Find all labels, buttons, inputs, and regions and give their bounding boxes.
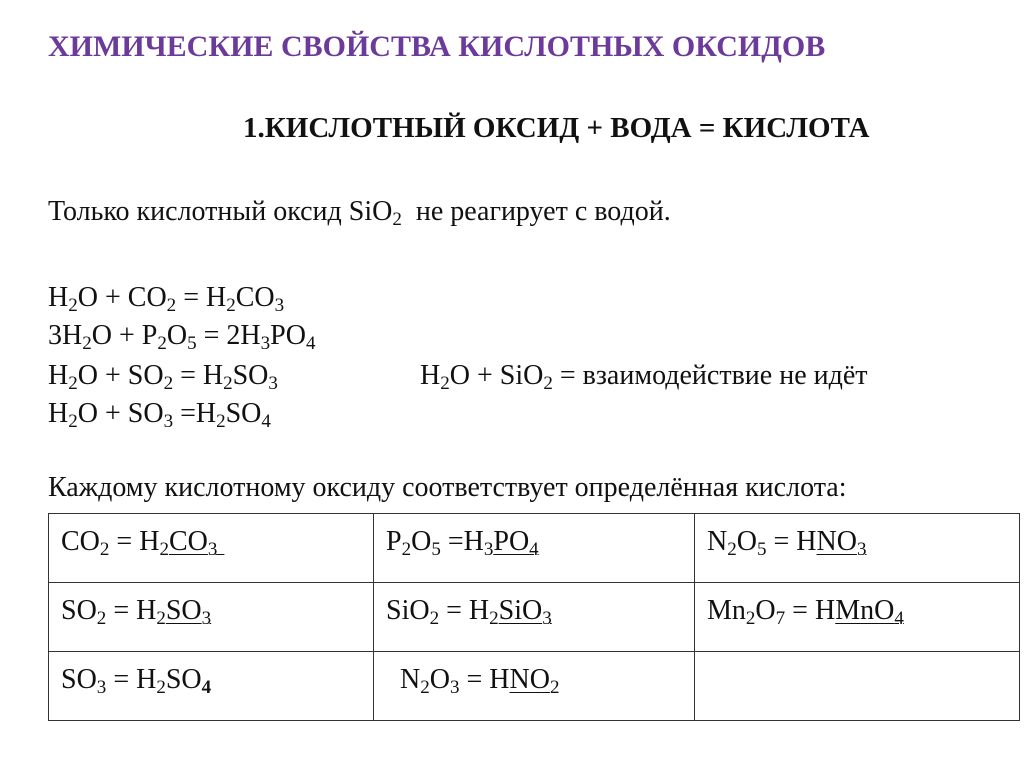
table-cell: $N_2O_3 = HNO_2$	[374, 652, 695, 721]
equation-sio2-no-reaction: $H_2O + SiO_2$ = взаимодействие не идёт	[420, 360, 868, 394]
equation-so2: $H_2O + SO_2 = H_2SO_3$	[48, 360, 278, 394]
oxide-acid-table	[48, 513, 1020, 721]
equation-p2o5: $3H_2O + P_2O_5 = 2H_3PO_4$	[48, 320, 316, 354]
table-cell: $SO_3 = H_2SO_4$	[49, 652, 374, 721]
slide-title: ХИМИЧЕСКИЕ СВОЙСТВА КИСЛОТНЫХ ОКСИДОВ	[48, 30, 826, 63]
sio2-note: Только кислотный оксид SiO$_2$ не реагирует с водой.	[48, 196, 671, 230]
table-cell: $SO_2 = H_2SO_3$	[49, 583, 374, 652]
table-row	[49, 514, 1020, 583]
section-heading: 1.КИСЛОТНЫЙ ОКСИД + ВОДА = КИСЛОТА	[243, 112, 870, 144]
table-cell: $P_2O_5 =H_3PO_4$	[374, 514, 695, 583]
table-cell: $N_2O_5 = HNO_3$	[695, 514, 1020, 583]
equation-so3: $H_2O + SO_3 =H_2SO_4$	[48, 398, 271, 432]
table-row	[49, 583, 1020, 652]
table-cell-empty	[695, 652, 1020, 721]
table-row	[49, 652, 1020, 721]
table-cell: $Mn_2O_7$ = HMnO$_4$	[695, 583, 1020, 652]
equation-co2: $H_2O + CO_2 = H_2CO_3$	[48, 282, 285, 316]
table-cell: $SiO_2 = H_2SiO_3$	[374, 583, 695, 652]
table-cell: $CO_2 = H_2CO_3$	[49, 514, 374, 583]
table-intro: Каждому кислотному оксиду соответствует определённая кислота:	[48, 472, 847, 503]
